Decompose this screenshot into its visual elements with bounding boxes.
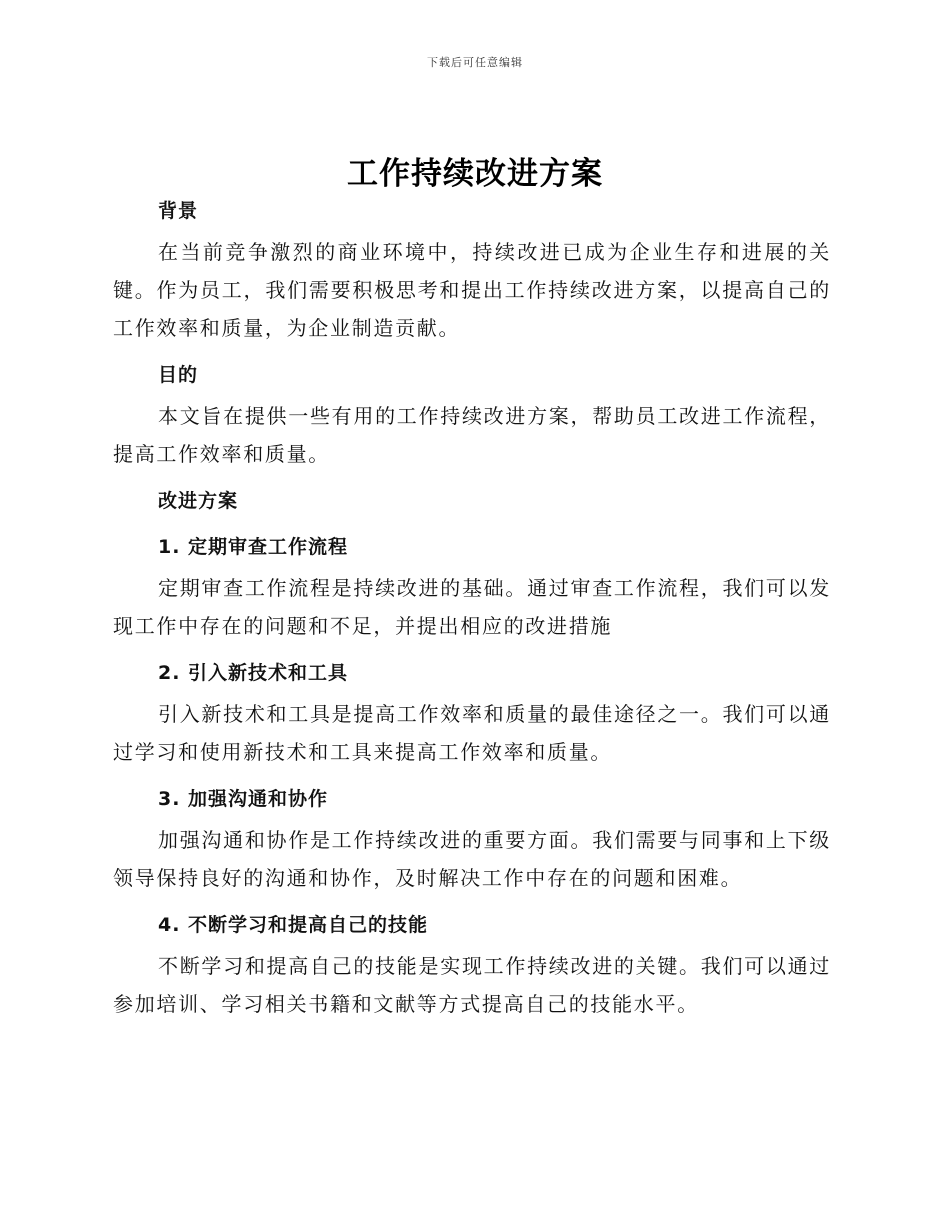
header-note: 下载后可任意编辑 [427, 56, 523, 69]
paragraph-purpose: 本文旨在提供一些有用的工作持续改进方案，帮助员工改进工作流程，提高工作效率和质量。 [113, 404, 831, 466]
plan-paragraph-4: 不断学习和提高自己的技能是实现工作持续改进的关键。我们可以通过参加培训、学习相关书籍和文献等方式提高自己的技能水平。 [113, 954, 831, 1016]
paragraph-background: 在当前竞争激烈的商业环境中，持续改进已成为企业生存和进展的关键。作为员工，我们需要积极思考和提出工作持续改进方案，以提高自己的工作效率和质量，为企业制造贡献。 [113, 240, 831, 340]
section-heading-background: 背景 [158, 200, 199, 222]
document-title: 工作持续改进方案 [347, 156, 603, 192]
plan-paragraph-1: 定期审查工作流程是持续改进的基础。通过审查工作流程，我们可以发现工作中存在的问题和不足，并提出相应的改进措施 [113, 576, 831, 638]
section-heading-plans: 改进方案 [158, 490, 239, 512]
plan-heading-1: 1. 定期审查工作流程 [158, 536, 349, 558]
document-body [113, 193, 831, 1023]
plan-heading-2: 2. 引入新技术和工具 [158, 662, 349, 684]
section-heading-purpose: 目的 [158, 364, 199, 386]
plan-heading-3: 3. 加强沟通和协作 [158, 788, 329, 810]
plan-paragraph-2: 引入新技术和工具是提高工作效率和质量的最佳途径之一。我们可以通过学习和使用新技术和工具来提高工作效率和质量。 [113, 702, 831, 764]
plan-paragraph-3: 加强沟通和协作是工作持续改进的重要方面。我们需要与同事和上下级领导保持良好的沟通和协作，及时解决工作中存在的问题和困难。 [113, 828, 831, 890]
plan-heading-4: 4. 不断学习和提高自己的技能 [158, 914, 429, 936]
